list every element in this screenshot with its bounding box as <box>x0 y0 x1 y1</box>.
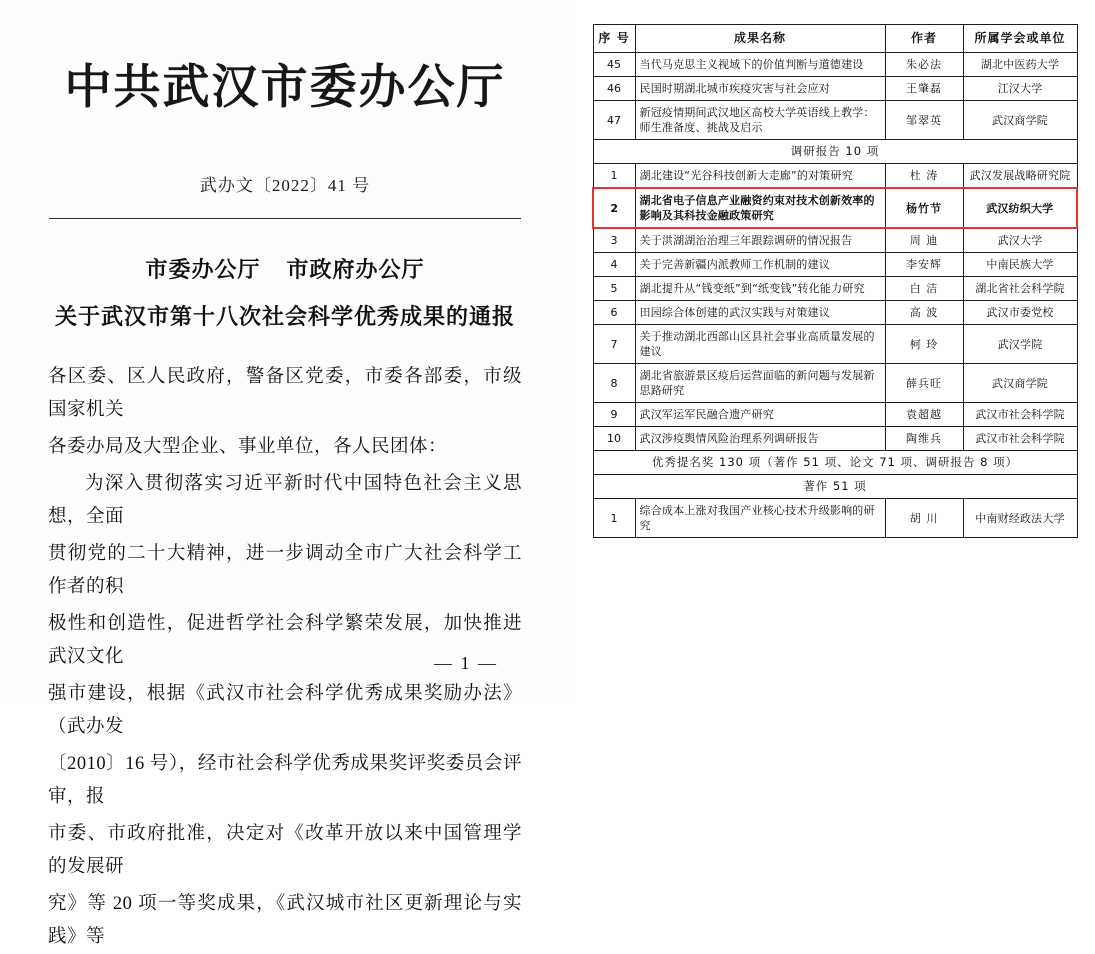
cell-index: 1 <box>593 164 635 189</box>
body-line: 贯彻党的二十大精神，进一步调动全市广大社会科学工作者的积 <box>48 544 522 597</box>
cell-unit: 武汉市社会科学院 <box>963 403 1077 427</box>
cell-index: 10 <box>593 427 635 451</box>
cell-unit: 武汉商学院 <box>963 101 1077 140</box>
cell-unit: 武汉商学院 <box>963 364 1077 403</box>
cell-unit: 中南财经政法大学 <box>963 499 1077 538</box>
table-row <box>593 277 1077 301</box>
table-section-label: 调研报告 10 项 <box>593 140 1077 164</box>
table-section-row <box>593 451 1077 475</box>
table-header-row <box>593 25 1077 53</box>
cell-author: 胡 川 <box>885 499 963 538</box>
table-section-label: 优秀提名奖 130 项（著作 51 项、论文 71 项、调研报告 8 项） <box>593 451 1077 475</box>
cell-index: 6 <box>593 301 635 325</box>
cell-index: 2 <box>593 188 635 228</box>
cell-author: 朱必法 <box>885 53 963 77</box>
cell-index: 4 <box>593 253 635 277</box>
cell-unit: 武汉市社会科学院 <box>963 427 1077 451</box>
cell-index: 7 <box>593 325 635 364</box>
body-line: 各区委、区人民政府，警备区党委，市委各部委，市级国家机关 <box>48 367 522 420</box>
document-title-line2: 关于武汉市第十八次社会科学优秀成果的通报 <box>54 304 515 329</box>
cell-result-name: 田园综合体创建的武汉实践与对策建议 <box>635 301 885 325</box>
cell-author: 杜 涛 <box>885 164 963 189</box>
body-line: 各委办局及大型企业、事业单位，各人民团体： <box>48 437 448 457</box>
cell-author: 白 洁 <box>885 277 963 301</box>
column-header-name: 成果名称 <box>635 25 885 53</box>
results-table-body <box>593 53 1077 538</box>
body-line: 强市建设，根据《武汉市社会科学优秀成果奖励办法》（武办发 <box>48 684 522 737</box>
cell-result-name: 武汉军运军民融合遗产研究 <box>635 403 885 427</box>
cell-author: 李安辉 <box>885 253 963 277</box>
table-row <box>593 301 1077 325</box>
cell-author: 周 迪 <box>885 228 963 253</box>
cell-index: 3 <box>593 228 635 253</box>
cell-result-name: 关于完善新疆内派教师工作机制的建议 <box>635 253 885 277</box>
cell-author: 陶维兵 <box>885 427 963 451</box>
column-header-index: 序 号 <box>593 25 635 53</box>
table-section-row <box>593 140 1077 164</box>
body-line: 〔2010〕16 号），经市社会科学优秀成果奖评奖委员会评审，报 <box>48 754 522 807</box>
cell-index: 5 <box>593 277 635 301</box>
cell-result-name: 关于洪湖湖治治理三年跟踪调研的情况报告 <box>635 228 885 253</box>
table-row <box>593 253 1077 277</box>
masthead-divider <box>49 218 521 219</box>
results-table <box>592 24 1078 538</box>
cell-result-name: 湖北提升从“钱变纸”到“纸变钱”转化能力研究 <box>635 277 885 301</box>
cell-index: 9 <box>593 403 635 427</box>
cell-result-name: 新冠疫情期间武汉地区高校大学英语线上教学：师生准备度、挑战及启示 <box>635 101 885 140</box>
table-row <box>593 427 1077 451</box>
column-header-author: 作者 <box>885 25 963 53</box>
table-row <box>593 53 1077 77</box>
cell-result-name: 武汉涉疫舆情风险治理系列调研报告 <box>635 427 885 451</box>
cell-index: 8 <box>593 364 635 403</box>
cell-unit: 武汉大学 <box>963 228 1077 253</box>
cell-author: 王肇磊 <box>885 77 963 101</box>
cell-index: 45 <box>593 53 635 77</box>
cell-unit: 湖北中医药大学 <box>963 53 1077 77</box>
cell-author: 袁超越 <box>885 403 963 427</box>
document-number: 武办文〔2022〕41 号 <box>199 176 371 195</box>
cell-author: 杨竹节 <box>885 188 963 228</box>
table-row <box>593 325 1077 364</box>
cell-index: 46 <box>593 77 635 101</box>
cell-unit: 武汉发展战略研究院 <box>963 164 1077 189</box>
title-issuer-party: 市委办公厅 <box>145 257 261 282</box>
table-row <box>593 188 1077 228</box>
cell-unit: 江汉大学 <box>963 77 1077 101</box>
cell-result-name: 湖北省旅游景区疫后运营面临的新问题与发展新思路研究 <box>635 364 885 403</box>
title-issuer-government: 市政府办公厅 <box>286 257 425 282</box>
results-table-wrapper <box>592 24 1076 538</box>
document-title-line1 <box>0 253 570 284</box>
cell-result-name: 当代马克思主义视域下的价值判断与道德建设 <box>635 53 885 77</box>
right-table-page <box>570 0 1095 704</box>
cell-result-name: 关于推动湖北西部山区县社会事业高质量发展的建议 <box>635 325 885 364</box>
cell-unit: 武汉市委党校 <box>963 301 1077 325</box>
body-line: 为深入贯彻落实习近平新时代中国特色社会主义思想，全面 <box>48 474 522 527</box>
body-line: 极性和创造性，促进哲学社会科学繁荣发展，加快推进武汉文化 <box>48 614 522 667</box>
cell-result-name: 湖北建设“光谷科技创新大走廊”的对策研究 <box>635 164 885 189</box>
table-row <box>593 77 1077 101</box>
document-masthead: 中共武汉市委办公厅 <box>64 60 506 115</box>
page-number: — 1 — <box>434 653 498 673</box>
cell-result-name: 湖北省电子信息产业融资约束对技术创新效率的影响及其科技金融政策研究 <box>635 188 885 228</box>
cell-author: 邹翠英 <box>885 101 963 140</box>
table-section-label: 著作 51 项 <box>593 475 1077 499</box>
table-row <box>593 364 1077 403</box>
cell-unit: 湖北省社会科学院 <box>963 277 1077 301</box>
table-row <box>593 228 1077 253</box>
cell-index: 1 <box>593 499 635 538</box>
table-row <box>593 403 1077 427</box>
cell-unit: 武汉纺织大学 <box>963 188 1077 228</box>
table-section-row <box>593 475 1077 499</box>
cell-author: 高 波 <box>885 301 963 325</box>
cell-result-name: 综合成本上涨对我国产业核心技术升级影响的研究 <box>635 499 885 538</box>
column-header-unit: 所属学会或单位 <box>963 25 1077 53</box>
cell-index: 47 <box>593 101 635 140</box>
table-row <box>593 164 1077 189</box>
cell-result-name: 民国时期湖北城市疾疫灾害与社会应对 <box>635 77 885 101</box>
cell-unit: 中南民族大学 <box>963 253 1077 277</box>
body-line: 市委、市政府批准，决定对《改革开放以来中国管理学的发展研 <box>48 824 522 877</box>
cell-unit: 武汉学院 <box>963 325 1077 364</box>
body-line: 究》等 20 项一等奖成果，《武汉城市社区更新理论与实践》等 <box>48 894 522 947</box>
cell-author: 薛兵旺 <box>885 364 963 403</box>
table-row <box>593 101 1077 140</box>
cell-author: 柯 玲 <box>885 325 963 364</box>
table-row <box>593 499 1077 538</box>
